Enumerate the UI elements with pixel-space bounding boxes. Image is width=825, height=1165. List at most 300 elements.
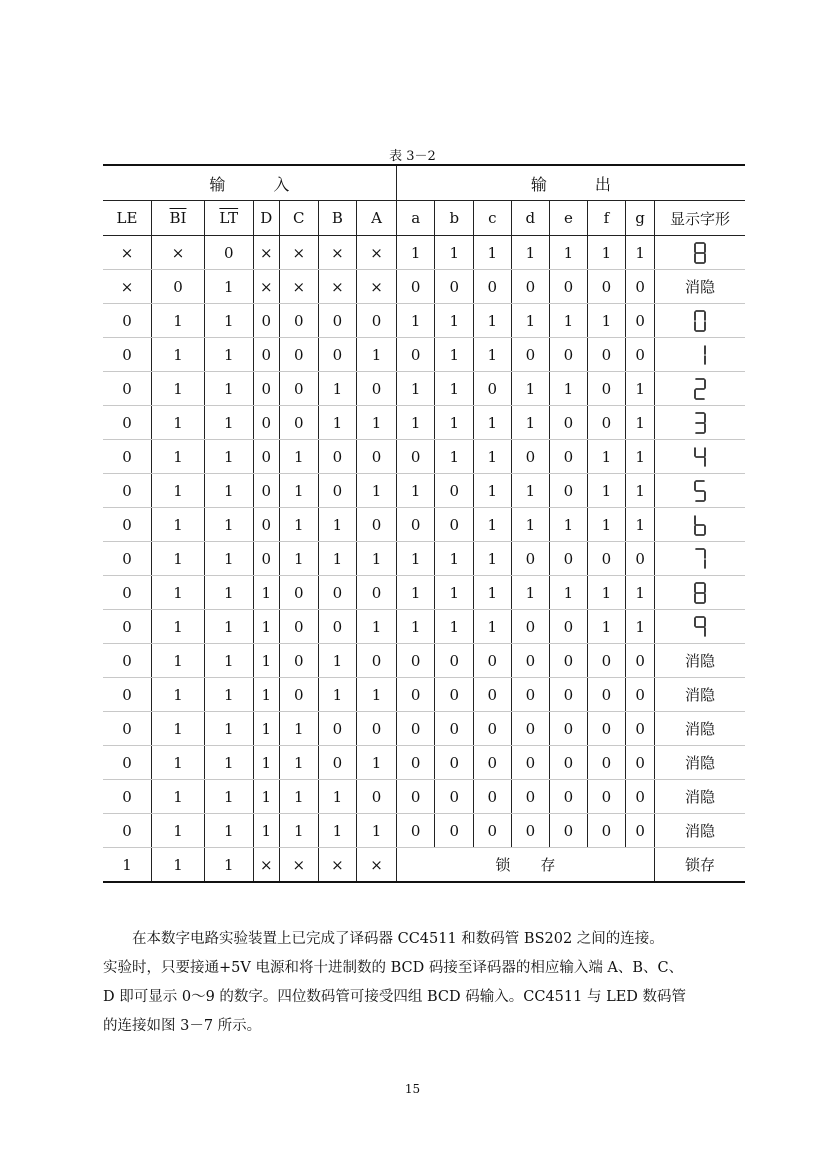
output-cell: 0 [587,372,626,406]
input-cell: 1 [152,644,205,678]
table-row [103,440,745,474]
input-cell: 1 [253,814,279,848]
input-cell: 1 [357,678,397,712]
input-cell: 0 [357,304,397,338]
output-cell: 0 [435,270,474,304]
output-cell: 0 [511,746,550,780]
input-cell: 1 [152,848,205,883]
input-cell: 1 [357,542,397,576]
column-header: $\overline{BI}$ [152,201,205,236]
input-cell: 0 [204,236,253,270]
input-cell: × [357,848,397,883]
output-cell: 0 [626,712,655,746]
output-cell: 0 [626,678,655,712]
input-cell: 1 [279,440,318,474]
input-cell: 1 [204,848,253,883]
input-cell: 1 [318,508,357,542]
input-cell: × [318,270,357,304]
seven-segment-glyph [654,542,745,576]
input-cell: 1 [152,610,205,644]
output-cell: 1 [435,542,474,576]
output-cell: 0 [587,678,626,712]
input-cell: 1 [152,678,205,712]
input-cell: 1 [253,678,279,712]
seven-segment-glyph [654,474,745,508]
output-cell: 1 [626,440,655,474]
input-cell: 1 [152,440,205,474]
input-cell: 0 [318,610,357,644]
output-cell: 0 [550,474,588,508]
input-cell: × [279,270,318,304]
output-cell: 1 [626,406,655,440]
output-cell: 0 [626,542,655,576]
output-cell: 1 [511,406,550,440]
input-cell: × [318,848,357,883]
input-cell: 1 [318,542,357,576]
output-cell: 0 [511,814,550,848]
seven-segment-glyph [654,304,745,338]
input-cell: 1 [204,576,253,610]
output-cell: 1 [435,236,474,270]
output-cell: 1 [511,236,550,270]
paragraph-line: 的连接如图 3－7 所示。 [103,1018,262,1034]
input-cell: 1 [204,542,253,576]
input-cell: 0 [253,508,279,542]
input-cell: 1 [279,712,318,746]
input-cell: 0 [279,576,318,610]
output-cell: 0 [474,780,512,814]
output-cell: 1 [550,304,588,338]
output-cell: 0 [626,304,655,338]
output-cell: 1 [435,610,474,644]
output-cell: 0 [511,440,550,474]
input-cell: 0 [318,746,357,780]
column-header: $\overline{LT}$ [204,201,253,236]
output-cell: 1 [474,338,512,372]
table-row [103,644,745,678]
output-cell: 1 [474,542,512,576]
input-cell: 1 [152,406,205,440]
output-cell: 0 [474,814,512,848]
column-header: a [396,201,435,236]
column-header: B [318,201,357,236]
output-cell: 0 [511,270,550,304]
output-cell: 0 [550,270,588,304]
input-cell: 1 [152,508,205,542]
input-cell: × [318,236,357,270]
output-cell: 1 [587,474,626,508]
seven-segment-glyph [654,338,745,372]
input-cell: 1 [152,712,205,746]
table-row [103,542,745,576]
column-header: 显示字形 [654,201,745,236]
input-cell: 0 [103,678,152,712]
latch-cell: 锁 存 [396,848,654,883]
output-cell: 0 [435,746,474,780]
output-cell: 0 [626,814,655,848]
input-cell: 0 [152,270,205,304]
display-text: 消隐 [654,644,745,678]
column-header: D [253,201,279,236]
input-cell: 1 [204,372,253,406]
output-cell: 1 [587,304,626,338]
output-cell: 1 [550,236,588,270]
input-cell: 0 [253,338,279,372]
table-row [103,270,745,304]
output-cell: 0 [550,440,588,474]
input-cell: 0 [357,372,397,406]
input-cell: 1 [253,780,279,814]
input-cell: 1 [318,406,357,440]
table-row [103,712,745,746]
input-cell: × [253,270,279,304]
output-cell: 1 [396,610,435,644]
output-cell: 0 [396,746,435,780]
output-cell: 0 [396,712,435,746]
input-cell: 1 [204,474,253,508]
output-cell: 0 [550,678,588,712]
output-cell: 0 [435,644,474,678]
table-row [103,372,745,406]
output-cell: 1 [626,372,655,406]
output-cell: 1 [474,474,512,508]
input-cell: 0 [103,338,152,372]
input-cell: 0 [318,712,357,746]
input-cell: 0 [103,542,152,576]
output-cell: 0 [511,338,550,372]
input-cell: 1 [253,610,279,644]
output-cell: 1 [511,508,550,542]
output-cell: 0 [435,474,474,508]
output-cell: 0 [396,338,435,372]
output-cell: 0 [511,712,550,746]
input-group-header: 输 入 [103,165,396,201]
output-cell: 1 [474,236,512,270]
output-cell: 0 [511,542,550,576]
input-cell: 1 [357,746,397,780]
input-cell: 0 [318,304,357,338]
output-cell: 0 [435,508,474,542]
output-cell: 0 [626,780,655,814]
seven-segment-glyph [654,372,745,406]
input-cell: 1 [152,338,205,372]
table-row [103,338,745,372]
output-cell: 1 [587,508,626,542]
table-row [103,610,745,644]
input-cell: 0 [253,372,279,406]
output-cell: 1 [511,576,550,610]
input-cell: × [279,236,318,270]
input-cell: 1 [279,508,318,542]
input-cell: 0 [103,406,152,440]
display-text: 消隐 [654,712,745,746]
output-cell: 1 [587,440,626,474]
seven-segment-glyph [654,576,745,610]
column-header: LE [103,201,152,236]
seven-segment-glyph [654,610,745,644]
output-cell: 0 [396,644,435,678]
input-cell: 1 [204,746,253,780]
column-header: f [587,201,626,236]
input-cell: 0 [318,576,357,610]
input-cell: 0 [357,440,397,474]
column-header: e [550,201,588,236]
input-cell: × [253,236,279,270]
table-row [103,406,745,440]
input-cell: 1 [318,644,357,678]
input-cell: 0 [253,304,279,338]
output-cell: 0 [587,406,626,440]
input-cell: 0 [103,304,152,338]
output-cell: 0 [396,814,435,848]
output-cell: 1 [396,372,435,406]
output-cell: 1 [474,610,512,644]
truth-table [103,164,745,883]
input-cell: 1 [357,814,397,848]
output-cell: 1 [396,474,435,508]
output-cell: 0 [435,780,474,814]
input-cell: 0 [357,712,397,746]
table-row [103,746,745,780]
output-cell: 0 [550,338,588,372]
output-cell: 0 [626,270,655,304]
input-cell: 1 [253,712,279,746]
output-cell: 0 [626,338,655,372]
input-cell: 0 [103,610,152,644]
output-cell: 1 [435,372,474,406]
input-cell: 1 [204,270,253,304]
table-row [103,678,745,712]
output-cell: 1 [474,406,512,440]
display-text: 消隐 [654,270,745,304]
input-cell: 0 [357,780,397,814]
output-cell: 1 [587,576,626,610]
output-cell: 0 [587,338,626,372]
output-cell: 0 [396,440,435,474]
output-cell: 1 [435,440,474,474]
output-cell: 0 [587,644,626,678]
output-cell: 1 [511,372,550,406]
output-cell: 1 [474,576,512,610]
paragraph-line: D 即可显示 0～9 的数字。四位数码管可接受四组 BCD 码输入。CC4511 与 LED 数码管 [103,989,687,1005]
input-cell: × [357,236,397,270]
input-cell: 0 [357,644,397,678]
output-cell: 0 [474,746,512,780]
input-cell: 1 [279,542,318,576]
output-cell: 0 [587,542,626,576]
input-cell: × [103,236,152,270]
input-cell: 0 [318,338,357,372]
output-cell: 0 [550,542,588,576]
input-cell: 0 [103,440,152,474]
input-cell: 1 [357,338,397,372]
input-cell: 0 [253,474,279,508]
output-cell: 1 [396,304,435,338]
input-cell: 1 [357,474,397,508]
input-cell: × [357,270,397,304]
input-cell: 1 [279,814,318,848]
column-header: C [279,201,318,236]
seven-segment-glyph [654,406,745,440]
input-cell: 1 [152,474,205,508]
output-cell: 1 [435,304,474,338]
input-cell: 0 [253,406,279,440]
display-text: 消隐 [654,780,745,814]
input-cell: 1 [204,712,253,746]
table-row [103,576,745,610]
output-cell: 0 [587,712,626,746]
output-cell: 0 [474,678,512,712]
seven-segment-glyph [654,508,745,542]
output-cell: 1 [626,236,655,270]
input-cell: 0 [279,372,318,406]
input-cell: 1 [253,644,279,678]
input-cell: 1 [357,610,397,644]
input-cell: 1 [279,746,318,780]
input-cell: 1 [204,644,253,678]
output-cell: 0 [474,712,512,746]
output-cell: 1 [474,304,512,338]
input-cell: 1 [152,576,205,610]
input-cell: 0 [103,474,152,508]
output-cell: 0 [435,814,474,848]
output-cell: 0 [626,644,655,678]
input-cell: 0 [103,746,152,780]
table-row [103,848,745,883]
output-cell: 0 [550,610,588,644]
input-cell: 0 [103,644,152,678]
input-cell: 0 [357,508,397,542]
output-group-header: 输 出 [396,165,745,201]
output-cell: 0 [511,678,550,712]
output-cell: 0 [587,270,626,304]
display-text: 消隐 [654,746,745,780]
input-cell: 1 [204,678,253,712]
paragraph-line: 在本数字电路实验装置上已完成了译码器 CC4511 和数码管 BS202 之间的连接。 [103,931,664,947]
input-cell: 1 [152,304,205,338]
input-cell: 0 [253,542,279,576]
input-cell: 0 [279,406,318,440]
input-cell: 1 [253,576,279,610]
input-cell: 0 [279,644,318,678]
input-cell: 1 [204,508,253,542]
input-cell: 1 [204,440,253,474]
output-cell: 0 [474,270,512,304]
seven-segment-glyph [654,440,745,474]
output-cell: 0 [550,746,588,780]
input-cell: 0 [318,474,357,508]
display-text: 锁存 [654,848,745,883]
output-cell: 0 [550,780,588,814]
input-cell: 1 [152,542,205,576]
input-cell: 1 [204,406,253,440]
output-cell: 1 [626,576,655,610]
input-cell: 1 [253,746,279,780]
output-cell: 0 [511,644,550,678]
table-row [103,814,745,848]
output-cell: 0 [474,372,512,406]
input-cell: 1 [152,780,205,814]
output-cell: 0 [587,780,626,814]
output-cell: 1 [626,610,655,644]
input-cell: 0 [103,372,152,406]
output-cell: 0 [550,406,588,440]
output-cell: 1 [587,236,626,270]
output-cell: 0 [511,780,550,814]
output-cell: 1 [511,474,550,508]
output-cell: 0 [550,644,588,678]
input-cell: 0 [279,338,318,372]
input-cell: 1 [204,814,253,848]
input-cell: 0 [103,814,152,848]
output-cell: 0 [396,270,435,304]
input-cell: 1 [204,780,253,814]
display-text: 消隐 [654,814,745,848]
input-cell: 1 [152,814,205,848]
page-number: 15 [404,1082,421,1096]
input-cell: × [103,270,152,304]
input-cell: 0 [279,610,318,644]
output-cell: 1 [435,406,474,440]
paragraph-line: 实验时，只要接通+5V 电源和将十进制数的 BCD 码接至译码器的相应输入端 A、B、C、 [103,960,684,976]
input-cell: 1 [279,780,318,814]
output-cell: 0 [396,508,435,542]
column-header: c [474,201,512,236]
output-cell: 0 [396,678,435,712]
input-cell: 0 [279,678,318,712]
output-cell: 1 [396,236,435,270]
output-cell: 1 [550,576,588,610]
input-cell: 1 [357,406,397,440]
seven-segment-glyph [654,236,745,270]
input-cell: 0 [103,712,152,746]
column-header: A [357,201,397,236]
input-cell: 1 [103,848,152,883]
output-cell: 0 [550,712,588,746]
column-header: d [511,201,550,236]
output-cell: 1 [626,474,655,508]
input-cell: × [152,236,205,270]
output-cell: 0 [587,814,626,848]
table-row [103,780,745,814]
output-cell: 1 [511,304,550,338]
output-cell: 1 [550,508,588,542]
output-cell: 1 [626,508,655,542]
input-cell: × [253,848,279,883]
column-header: g [626,201,655,236]
output-cell: 1 [474,508,512,542]
output-cell: 1 [396,406,435,440]
input-cell: 0 [318,440,357,474]
output-cell: 1 [435,338,474,372]
input-cell: 1 [318,678,357,712]
body-paragraph [103,925,743,1041]
output-cell: 0 [511,610,550,644]
output-cell: 1 [396,542,435,576]
display-text: 消隐 [654,678,745,712]
input-cell: 1 [279,474,318,508]
input-cell: 1 [318,814,357,848]
output-cell: 1 [435,576,474,610]
input-cell: 0 [103,780,152,814]
input-cell: 1 [318,372,357,406]
output-cell: 1 [396,576,435,610]
table-row [103,474,745,508]
input-cell: × [279,848,318,883]
output-cell: 0 [626,746,655,780]
input-cell: 1 [318,780,357,814]
output-cell: 1 [550,372,588,406]
